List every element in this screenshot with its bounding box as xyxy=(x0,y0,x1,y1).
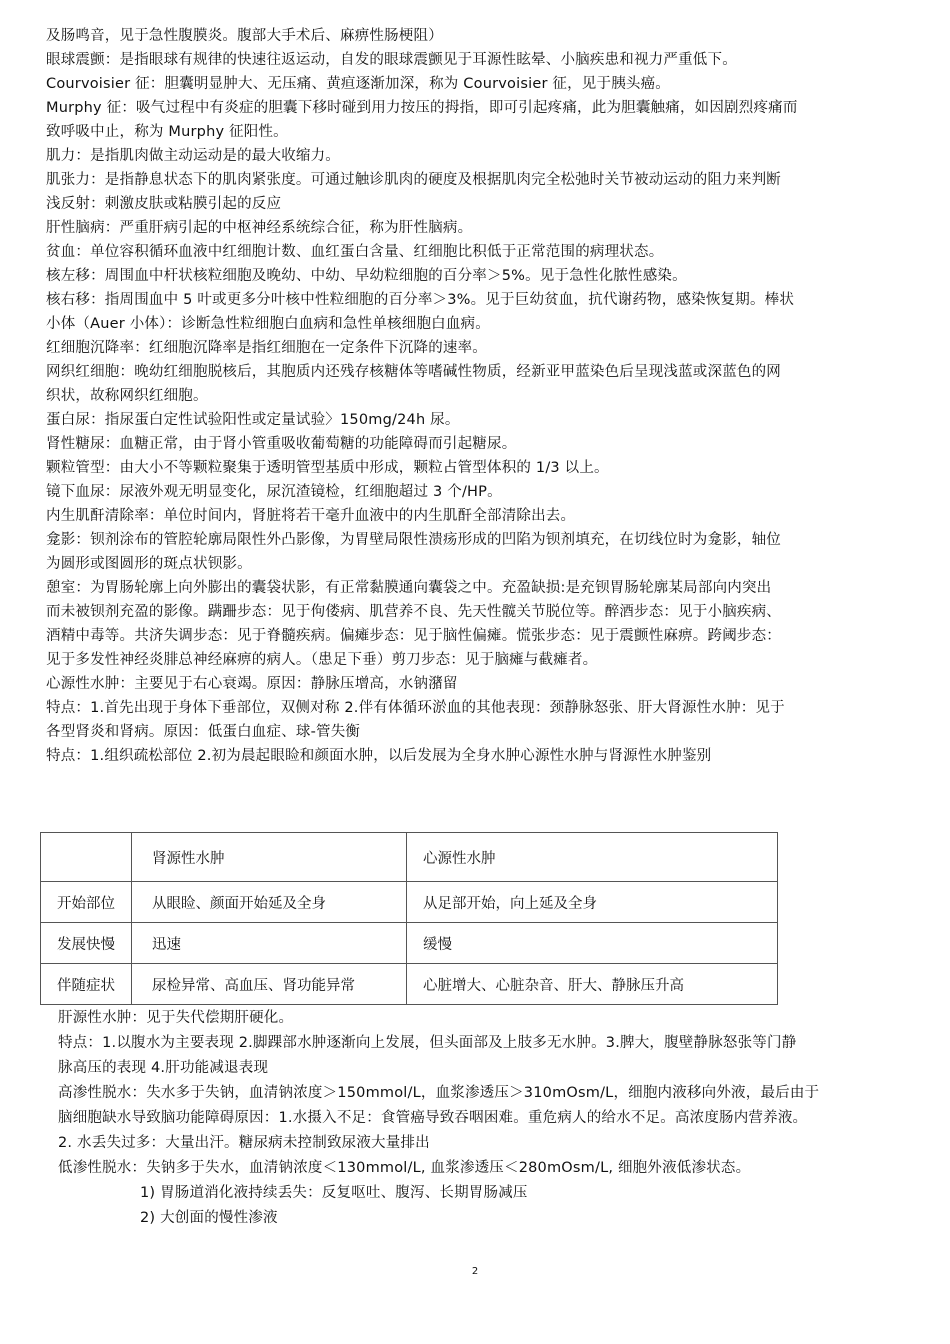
table-header-row xyxy=(41,833,778,882)
list-item: 1) 胃肠道消化液持续丢失：反复呕吐、腹泻、长期胃肠减压 xyxy=(140,1185,528,1201)
text-line: 各型肾炎和肾病。原因：低蛋白血症、球-管失衡 xyxy=(46,724,361,740)
table-cell xyxy=(41,833,132,882)
text-line: 核左移：周围血中杆状核粒细胞及晚幼、中幼、早幼粒细胞的百分率＞5%。见于急性化脓性感染。 xyxy=(46,268,687,284)
text-line: Courvoisier 征：胆囊明显肿大、无压痛、黄疸逐渐加深，称为 Courvoisier 征，见于胰头癌。 xyxy=(46,76,671,92)
text-line: 肌张力：是指静息状态下的肌肉紧张度。可通过触诊肌肉的硬度及根据肌肉完全松弛时关节被动运动的阻力来判断 xyxy=(46,172,781,188)
text-line: 贫血：单位容积循环血液中红细胞计数、血红蛋白含量、红细胞比积低于正常范围的病理状态。 xyxy=(46,244,664,260)
text-line: 为圆形或图圆形的斑点状钡影。 xyxy=(46,556,252,572)
text-line: 特点：1.组织疏松部位 2.初为晨起眼睑和颜面水肿，以后发展为全身水肿心源性水肿与肾源性水肿鉴别 xyxy=(46,748,712,764)
text-line: 高渗性脱水：失水多于失钠，血清钠浓度＞150mmol/L，血浆渗透压＞310mOsm/L，细胞内液移向外液，最后由于 xyxy=(58,1085,820,1101)
text-line: 眼球震颤：是指眼球有规律的快速往返运动，自发的眼球震颤见于耳源性眩晕、小脑疾患和视力严重低下。 xyxy=(46,52,737,68)
text-line: 小体（Auer 小体）：诊断急性粒细胞白血病和急性单核细胞白血病。 xyxy=(46,316,490,332)
table-header-cell: 心源性水肿 xyxy=(407,833,778,882)
text-line: 蛋白尿：指尿蛋白定性试验阳性或定量试验〉150mg/24h 尿。 xyxy=(46,412,460,428)
table-row xyxy=(41,882,778,923)
table-row xyxy=(41,964,778,1005)
table-cell: 迅速 xyxy=(132,923,407,964)
text-line: 肝源性水肿：见于失代偿期肝硬化。 xyxy=(58,1010,294,1026)
text-line: 红细胞沉降率：红细胞沉降率是指红细胞在一定条件下沉降的速率。 xyxy=(46,340,487,356)
text-line: Murphy 征：吸气过程中有炎症的胆囊下移时碰到用力按压的拇指，即可引起疼痛，此为胆囊触痛，如因剧烈疼痛而 xyxy=(46,100,798,116)
text-line: 脉高压的表现 4.肝功能减退表现 xyxy=(58,1060,269,1076)
table-row-label: 开始部位 xyxy=(41,882,132,923)
text-line: 2. 水丢失过多：大量出汗。糖尿病未控制致尿液大量排出 xyxy=(58,1135,430,1151)
text-line: 而未被钡剂充盈的影像。蹒跚步态：见于佝偻病、肌营养不良、先天性髋关节脱位等。醉酒步态：见于小脑疾病、 xyxy=(46,604,781,620)
text-line: 致呼吸中止，称为 Murphy 征阳性。 xyxy=(46,124,288,140)
table-cell: 缓慢 xyxy=(407,923,778,964)
table-row xyxy=(41,923,778,964)
text-line: 内生肌酐清除率：单位时间内，肾脏将若干毫升血液中的内生肌酐全部清除出去。 xyxy=(46,508,576,524)
list-item: 2) 大创面的慢性渗液 xyxy=(140,1210,278,1226)
table-cell: 尿检异常、高血压、肾功能异常 xyxy=(132,964,407,1005)
text-line: 低渗性脱水：失钠多于失水，血清钠浓度＜130mmol/L, 血浆渗透压＜280mOsm/L, 细胞外液低渗状态。 xyxy=(58,1160,751,1176)
table-row-label: 伴随症状 xyxy=(41,964,132,1005)
text-line: 颗粒管型：由大小不等颗粒聚集于透明管型基质中形成，颗粒占管型体积的 1/3 以上。 xyxy=(46,460,609,476)
text-line: 特点：1.以腹水为主要表现 2.脚踝部水肿逐渐向上发展，但头面部及上肢多无水肿。3.脾大，腹壁静脉怒张等门静 xyxy=(58,1035,797,1051)
text-line: 酒精中毒等。共济失调步态：见于脊髓疾病。偏瘫步态：见于脑性偏瘫。慌张步态：见于震颤性麻痹。跨阈步态： xyxy=(46,628,781,644)
text-line: 龛影：钡剂涂布的管腔轮廓局限性外凸影像，为胃壁局限性溃疡形成的凹陷为钡剂填充，在切线位时为龛影，轴位 xyxy=(46,532,781,548)
text-line: 核右移：指周围血中 5 叶或更多分叶核中性粒细胞的百分率＞3%。见于巨幼贫血，抗代谢药物，感染恢复期。棒状 xyxy=(46,292,795,308)
text-line: 肌力：是指肌肉做主动运动是的最大收缩力。 xyxy=(46,148,340,164)
text-line: 织状，故称网织红细胞。 xyxy=(46,388,208,404)
text-line: 及肠鸣音，见于急性腹膜炎。腹部大手术后、麻痹性肠梗阻） xyxy=(46,28,443,44)
page-number: 2 xyxy=(471,1266,479,1277)
text-line: 肝性脑病：严重肝病引起的中枢神经系统综合征，称为肝性脑病。 xyxy=(46,220,473,236)
text-line: 肾性糖尿：血糖正常，由于肾小管重吸收葡萄糖的功能障碍而引起糖尿。 xyxy=(46,436,517,452)
text-line: 网织红细胞：晚幼红细胞脱核后，其胞质内还残存核糖体等嗜碱性物质，经新亚甲蓝染色后呈现浅蓝或深蓝色的网 xyxy=(46,364,781,380)
text-line: 憩室：为胃肠轮廓上向外膨出的囊袋状影，有正常黏膜通向囊袋之中。充盈缺损:是充钡胃肠轮廓某局部向内突出 xyxy=(46,580,772,596)
text-line: 特点：1.首先出现于身体下垂部位，双侧对称 2.伴有体循环淤血的其他表现：颈静脉怒张、肝大肾源性水肿：见于 xyxy=(46,700,785,716)
text-line: 心源性水肿：主要见于右心衰竭。原因：静脉压增高，水钠潴留 xyxy=(46,676,458,692)
text-line: 见于多发性神经炎腓总神经麻痹的病人。（患足下垂）剪刀步态：见于脑瘫与截瘫者。 xyxy=(46,652,598,668)
table-cell: 从足部开始，向上延及全身 xyxy=(407,882,778,923)
table-row-label: 发展快慢 xyxy=(41,923,132,964)
text-line: 镜下血尿：尿液外观无明显变化，尿沉渣镜检，红细胞超过 3 个/HP。 xyxy=(46,484,502,500)
table-header-cell: 肾源性水肿 xyxy=(132,833,407,882)
edema-comparison-table xyxy=(40,832,778,1005)
table-cell: 从眼睑、颜面开始延及全身 xyxy=(132,882,407,923)
table-cell: 心脏增大、心脏杂音、肝大、静脉压升高 xyxy=(407,964,778,1005)
text-line: 浅反射：刺激皮肤或粘膜引起的反应 xyxy=(46,196,282,212)
text-line: 脑细胞缺水导致脑功能障碍原因：1.水摄入不足：食管癌导致吞咽困难。重危病人的给水不足。高浓度肠内营养液。 xyxy=(58,1110,808,1126)
